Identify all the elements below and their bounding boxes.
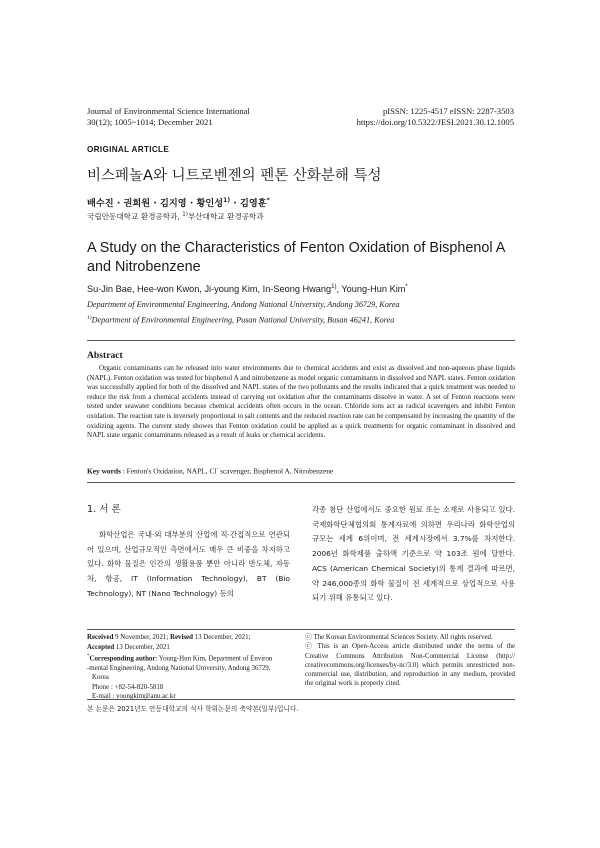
email-link[interactable]: E-mail : youngkim@anu.ac.kr	[92, 693, 176, 701]
received-label: Received	[87, 634, 114, 641]
corr-star: *	[87, 654, 90, 659]
revised-date: 13 December, 2021;	[192, 634, 251, 641]
issn: pISSN: 1225-4517 eISSN: 2287-3503	[382, 106, 514, 116]
keywords	[87, 466, 333, 475]
corresponding-line	[87, 652, 287, 664]
journal-volume: 30(12); 1005~1014; December 2021	[87, 117, 213, 127]
authors-en-sup: 1)	[331, 284, 337, 290]
abstract-heading: Abstract	[87, 350, 123, 361]
authors-korean	[87, 195, 270, 209]
title-korean: 비스페놀A와 니트로벤젠의 펜톤 산화분해 특성	[87, 168, 382, 184]
keywords-sep: :	[120, 466, 127, 476]
corresponding-label: Corresponding author	[89, 655, 156, 663]
affiliation-andong: Department of Environmental Engineering, Andong National University, Andong 36729, Korea	[87, 300, 400, 309]
keywords-text: Fenton's Oxidation, NAPL, Cl	[126, 466, 217, 476]
license-text: ⓒ This is an Open-Access article distributed under the terms of the Creative Commons Attribution Non-Commercial License (http:// creativecommons.org/licenses/by-nc/3.0) which permits unrestricted non-commercial use, distribution, and reproduction in any medium, provided the original work is properly cited.	[305, 643, 515, 688]
accepted-label: Accepted	[87, 643, 115, 651]
aff-en-sup: 1)	[87, 314, 92, 321]
authors-en-last: , Young-Hun Kim	[336, 284, 406, 295]
corresponding-line2: -mental Engineering, Andong National University, Andong 36729,	[87, 664, 271, 672]
divider-footnote	[87, 629, 515, 630]
phone: Phone : +82-54-820-5818	[92, 683, 164, 691]
authors-ko-names: 배수진 · 권희원 · 김지영 · 황인성	[87, 198, 224, 209]
authors-english	[87, 284, 408, 294]
thesis-note: 본 논문은 2021년도 안동대학교의 석사 학위논문의 축약본(일부)입니다.	[87, 705, 299, 713]
affiliation-pusan	[87, 312, 517, 327]
corresponding-star: *	[266, 196, 270, 204]
journal-name: Journal of Environmental Science International	[87, 106, 250, 116]
accepted-date: 13 December, 2021	[114, 643, 170, 651]
divider-note	[87, 699, 515, 700]
keywords-label: Key words	[87, 466, 121, 476]
keywords-text-after: scavenger, Bisphenol A, Nitrobenzene	[218, 466, 334, 476]
revised-label: Revised	[169, 634, 193, 641]
authors-en-names: Su-Jin Bae, Hee-won Kwon, Ji-young Kim, In-Seong Hwang	[87, 284, 332, 295]
aff-en-line2: Department of Environmental Engineering, Pusan National University, Busan 46241, Korea	[91, 315, 395, 325]
license-block	[305, 633, 515, 689]
footnote-dates	[87, 633, 287, 702]
divider-keywords	[87, 482, 515, 483]
received-date: 9 November, 2021;	[113, 634, 170, 641]
keywords-sup: -	[216, 466, 219, 472]
body-left-column: 화학산업은 국내·외 대부분의 산업에 직·간접적으로 연관되어 있으며, 산업규모적인 측면에서도 매우 큰 비중을 차지하고 있다. 화학 물질은 인간의 생활용품 뿐만 아니라 반도체, 자동차, 항공, IT (Information Technology), BT (Bio Technology), NT (Nano Technology) 등의	[87, 530, 290, 598]
accepted-line	[87, 643, 287, 653]
received-line	[87, 633, 287, 643]
abstract-text: Organic contaminants can be released into water environments due to chemical accidents and exist as dissolved and non-aqueous phase liquids (NAPL). Fenton oxidation was tested for bisphenol A and nitrobenzene as model organic contaminants in dissolved and NAPL states. Fenton oxidation was successfully applied for both of the dissolved and NAPL states of the two pollutants and the results indicated that a quick treatment was needed to reduce the risk from a chemical accidents instead of carrying out oxidation after the contaminants dissolve in water. A set of Fenton reactions were tested under seawater conditions because chemical accidents often occurs in the ocean. Chloride ions act as radical scavengers and inhibit Fenton oxidation. The reaction rate is inversely proportional to salt contents and the reduced reaction rate can be compensated by increasing the quantity of the oxidizing agents. The current study showes that Fenton oxidation could be applied as a quick treatments for organic contaminant in dissolved and NAPL state organic contaminants released as a result of leaks or chemical accidents.	[87, 364, 515, 440]
authors-en-star: *	[405, 284, 408, 290]
section-heading-intro: 1. 서 론	[87, 504, 121, 515]
doi-link[interactable]: https://doi.org/10.5322/JESI.2021.30.12.1005	[356, 117, 514, 127]
title-english: A Study on the Characteristics of Fenton Oxidation of Bisphenol A and Nitrobenzene	[87, 240, 505, 275]
authors-ko-last: · 김영훈	[230, 198, 267, 209]
aff-ko-sup: 1)	[182, 211, 188, 218]
aff-ko-part1: 국립안동대학교 환경공학과,	[87, 212, 183, 221]
copyright-line: ⓒ The Korean Environmental Sciences Society. All rights reserved.	[305, 634, 493, 641]
article-type: ORIGINAL ARTICLE	[87, 145, 170, 154]
divider-top	[87, 340, 515, 341]
body-right-column: 각종 첨단 산업에서도 중요한 원료 또는 소재로 사용되고 있다. 국제화학단체협의회 통계자료에 의하면 우리나라 화학산업의 규모는 세계 6위이며, 전 세계시장에서 3.7%를 차지한다. 2006년 화학제품 출하액 기준으로 약 103조 원에 달한다. ACS (American Chemical Society)의 통계 결과에 따르면, 약 246,000종의 화학 물질이 전 세계적으로 상업적으로 사용되기 위해 유통되고 있다.	[312, 505, 515, 603]
authors-ko-sup: 1)	[223, 196, 231, 204]
aff-ko-part2: 부산대학교 환경공학과	[187, 212, 264, 221]
affiliation-korean	[87, 211, 264, 222]
affiliations-english	[87, 299, 517, 327]
corresponding-text: : Young-Hun Kim, Department of Environ	[155, 655, 273, 663]
corresponding-line3: Korea	[92, 674, 109, 682]
